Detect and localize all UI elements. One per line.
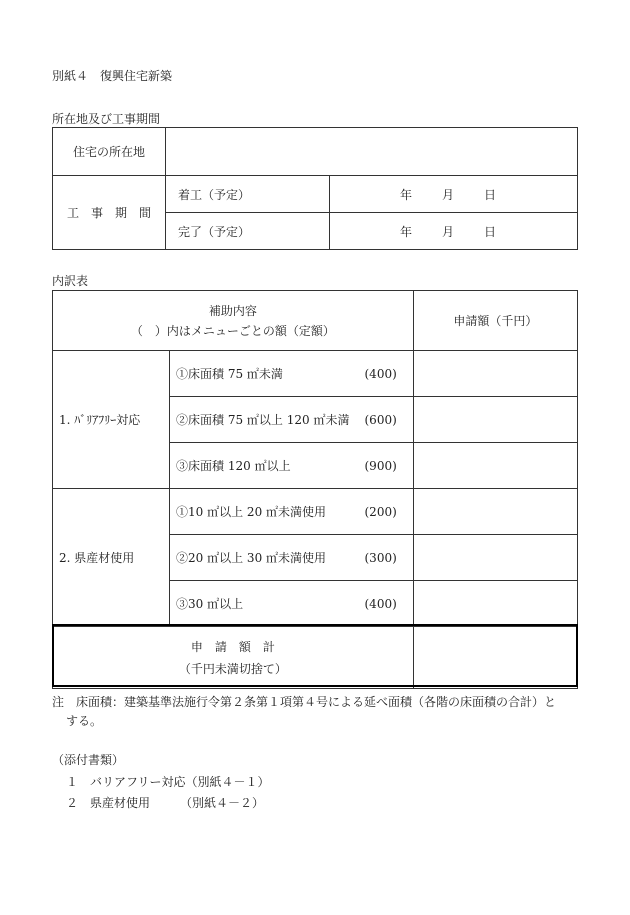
list-item — [170, 443, 414, 489]
note-line2: する。 — [66, 714, 103, 728]
amount-input[interactable] — [413, 351, 577, 397]
item-text: ①床面積 75 ㎡未満 — [176, 367, 283, 381]
amount-input[interactable] — [413, 443, 577, 489]
item-amount: (200) — [364, 504, 397, 519]
item-text: ③床面積 120 ㎡以上 — [176, 459, 291, 473]
address-label: 住宅の所在地 — [53, 128, 166, 176]
breakdown-section-title: 内訳表 — [52, 274, 89, 288]
amount-header: 申請額（千円） — [413, 291, 577, 351]
period-label: 工 事 期 間 — [53, 176, 166, 250]
list-item — [170, 351, 414, 397]
item-amount: (300) — [364, 550, 397, 565]
end-year-label: 年 — [400, 224, 413, 239]
amount-input[interactable] — [413, 535, 577, 581]
item-amount: (600) — [364, 412, 397, 427]
document-title: 別紙４ 復興住宅新築 — [52, 69, 173, 83]
total-label-line2: （千円未満切捨て） — [178, 661, 287, 676]
content-header-line1: 補助内容 — [208, 303, 257, 318]
start-year-label: 年 — [400, 187, 413, 202]
list-item — [170, 397, 414, 443]
location-table — [52, 127, 578, 250]
group-label-barrierfree: 1. ﾊﾞﾘｱﾌﾘｰ対応 — [53, 351, 170, 489]
amount-input[interactable] — [413, 489, 577, 535]
start-date-field[interactable] — [330, 176, 578, 213]
content-header — [53, 291, 414, 351]
amount-input[interactable] — [413, 397, 577, 443]
end-day-label: 日 — [484, 224, 497, 239]
start-label: 着工（予定） — [166, 176, 330, 213]
address-field[interactable] — [166, 128, 578, 176]
item-amount: (900) — [364, 458, 397, 473]
total-label-line1: 申 請 額 計 — [190, 639, 275, 654]
start-month-label: 月 — [442, 187, 455, 202]
location-section-title: 所在地及び工事期間 — [52, 112, 161, 126]
start-day-label: 日 — [484, 187, 497, 202]
list-item — [170, 581, 414, 627]
item-amount: (400) — [364, 366, 397, 381]
list-item — [170, 535, 414, 581]
item-text: ①10 ㎡以上 20 ㎡未満使用 — [176, 505, 327, 519]
amount-input[interactable] — [413, 581, 577, 627]
total-row-border — [52, 624, 578, 687]
attachment-item-1: １ バリアフリー対応（別紙４－１） — [66, 775, 270, 789]
group-label-local-timber: 2. 県産材使用 — [53, 489, 170, 627]
item-amount: (400) — [364, 596, 397, 611]
item-text: ②20 ㎡以上 30 ㎡未満使用 — [176, 551, 327, 565]
attachments-title: （添付書類） — [52, 753, 125, 767]
content-header-line2: （ ）内はメニューごとの額（定額） — [130, 323, 335, 338]
end-month-label: 月 — [442, 224, 455, 239]
list-item — [170, 489, 414, 535]
item-text: ③30 ㎡以上 — [176, 597, 244, 611]
end-date-field[interactable] — [330, 213, 578, 250]
end-label: 完了（予定） — [166, 213, 330, 250]
attachment-item-2: ２ 県産材使用 （別紙４－２） — [66, 796, 265, 810]
item-text: ②床面積 75 ㎡以上 120 ㎡未満 — [176, 413, 350, 427]
note-line1: 注 床面積：建築基準法施行令第２条第１項第４号による延べ面積（各階の床面積の合計）と — [52, 695, 557, 709]
